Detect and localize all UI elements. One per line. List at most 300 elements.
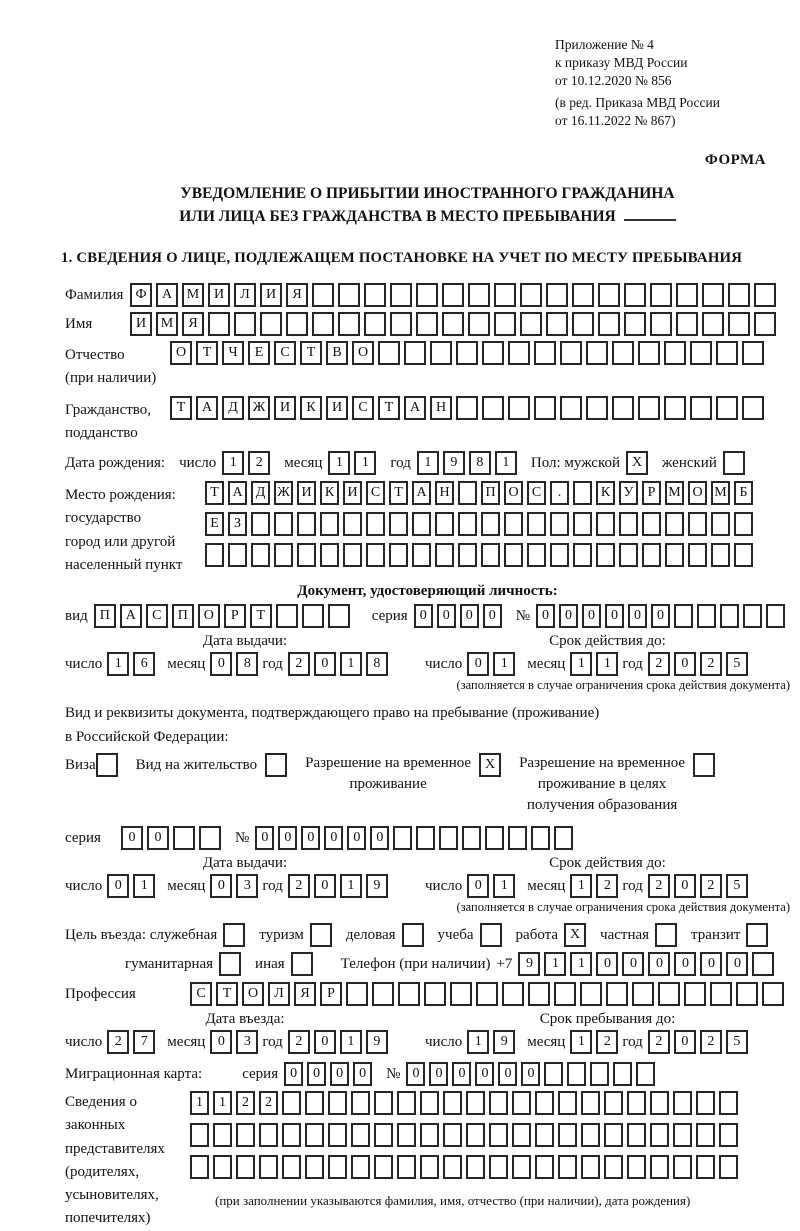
form-cell[interactable] <box>696 1123 715 1147</box>
form-cell[interactable]: А <box>120 604 142 628</box>
form-cell[interactable]: . <box>550 481 569 505</box>
form-cell[interactable] <box>364 283 386 307</box>
form-cell[interactable] <box>390 283 412 307</box>
form-cell[interactable] <box>619 543 638 567</box>
form-cell[interactable] <box>481 512 500 536</box>
form-cell[interactable]: Е <box>205 512 224 536</box>
form-cell[interactable]: Ж <box>274 481 293 505</box>
form-cell[interactable] <box>190 1123 209 1147</box>
form-cell[interactable] <box>762 982 784 1006</box>
form-cell[interactable]: Ч <box>222 341 244 365</box>
form-cell[interactable] <box>696 1155 715 1179</box>
form-cell[interactable] <box>402 923 424 947</box>
form-cell[interactable] <box>364 312 386 336</box>
form-cell[interactable] <box>420 1091 439 1115</box>
form-cell[interactable]: Д <box>251 481 270 505</box>
form-cell[interactable]: У <box>619 481 638 505</box>
form-cell[interactable]: 0 <box>210 1030 232 1054</box>
form-cell[interactable]: Т <box>389 481 408 505</box>
form-cell[interactable]: 0 <box>284 1062 303 1086</box>
form-cell[interactable] <box>508 396 530 420</box>
form-cell[interactable] <box>581 1091 600 1115</box>
form-cell[interactable]: О <box>352 341 374 365</box>
form-cell[interactable] <box>544 1062 563 1086</box>
form-cell[interactable]: С <box>274 341 296 365</box>
form-cell[interactable]: 3 <box>236 874 258 898</box>
form-cell[interactable] <box>719 1123 738 1147</box>
form-cell[interactable] <box>393 826 412 850</box>
form-cell[interactable]: Д <box>222 396 244 420</box>
form-cell[interactable] <box>374 1155 393 1179</box>
form-cell[interactable] <box>328 604 350 628</box>
form-cell[interactable]: 2 <box>259 1091 278 1115</box>
form-cell[interactable] <box>502 982 524 1006</box>
form-cell[interactable] <box>343 512 362 536</box>
form-cell[interactable]: 0 <box>314 1030 336 1054</box>
form-cell[interactable] <box>612 341 634 365</box>
form-cell[interactable] <box>554 826 573 850</box>
form-cell[interactable] <box>624 312 646 336</box>
form-cell[interactable]: 0 <box>414 604 433 628</box>
form-cell[interactable] <box>512 1123 531 1147</box>
form-cell[interactable]: О <box>504 481 523 505</box>
form-cell[interactable] <box>442 283 464 307</box>
form-cell[interactable]: Б <box>734 481 753 505</box>
form-cell[interactable]: О <box>242 982 264 1006</box>
form-cell[interactable] <box>328 1123 347 1147</box>
form-cell[interactable] <box>251 543 270 567</box>
form-cell[interactable] <box>259 1123 278 1147</box>
form-cell[interactable]: 5 <box>726 652 748 676</box>
form-cell[interactable] <box>259 1155 278 1179</box>
form-cell[interactable] <box>390 312 412 336</box>
form-cell[interactable]: 0 <box>651 604 670 628</box>
form-cell[interactable] <box>554 982 576 1006</box>
form-cell[interactable]: А <box>156 283 178 307</box>
form-cell[interactable] <box>534 396 556 420</box>
form-cell[interactable] <box>636 1062 655 1086</box>
form-cell[interactable]: К <box>320 481 339 505</box>
form-cell[interactable] <box>606 982 628 1006</box>
form-cell[interactable]: Я <box>286 283 308 307</box>
form-cell[interactable] <box>190 1155 209 1179</box>
form-cell[interactable]: С <box>527 481 546 505</box>
form-cell[interactable] <box>711 512 730 536</box>
form-cell[interactable]: 9 <box>518 952 540 976</box>
form-cell[interactable] <box>466 1123 485 1147</box>
form-cell[interactable]: 5 <box>726 874 748 898</box>
form-cell[interactable]: 1 <box>570 652 592 676</box>
form-cell[interactable] <box>302 604 324 628</box>
form-cell[interactable] <box>535 1123 554 1147</box>
form-cell[interactable] <box>676 283 698 307</box>
form-cell[interactable] <box>702 283 724 307</box>
form-cell[interactable]: Р <box>320 982 342 1006</box>
form-cell[interactable]: Я <box>294 982 316 1006</box>
form-cell[interactable]: 0 <box>521 1062 540 1086</box>
form-cell[interactable] <box>734 543 753 567</box>
form-cell[interactable]: 2 <box>288 652 310 676</box>
form-cell[interactable]: 0 <box>674 1030 696 1054</box>
form-cell[interactable] <box>366 543 385 567</box>
form-cell[interactable]: 1 <box>340 652 362 676</box>
form-cell[interactable]: 0 <box>467 652 489 676</box>
form-cell[interactable] <box>489 1155 508 1179</box>
form-cell[interactable]: 1 <box>222 451 244 475</box>
form-cell[interactable] <box>274 512 293 536</box>
form-cell[interactable]: 2 <box>248 451 270 475</box>
form-cell[interactable] <box>723 451 745 475</box>
form-cell[interactable] <box>627 1155 646 1179</box>
form-cell[interactable] <box>312 283 334 307</box>
form-cell[interactable] <box>604 1123 623 1147</box>
form-cell[interactable] <box>567 1062 586 1086</box>
form-cell[interactable] <box>476 982 498 1006</box>
form-cell[interactable] <box>550 512 569 536</box>
form-cell[interactable] <box>508 826 527 850</box>
form-cell[interactable]: 0 <box>622 952 644 976</box>
form-cell[interactable]: С <box>190 982 212 1006</box>
form-cell[interactable]: 0 <box>314 874 336 898</box>
form-cell[interactable] <box>746 923 768 947</box>
form-cell[interactable]: И <box>130 312 152 336</box>
form-cell[interactable]: 2 <box>596 1030 618 1054</box>
form-cell[interactable] <box>251 512 270 536</box>
form-cell[interactable] <box>604 1091 623 1115</box>
form-cell[interactable] <box>673 1155 692 1179</box>
form-cell[interactable] <box>573 543 592 567</box>
form-cell[interactable] <box>458 481 477 505</box>
form-cell[interactable] <box>482 341 504 365</box>
form-cell[interactable] <box>719 1155 738 1179</box>
form-cell[interactable]: 1 <box>493 652 515 676</box>
form-cell[interactable]: 1 <box>570 1030 592 1054</box>
form-cell[interactable] <box>468 283 490 307</box>
form-cell[interactable]: 0 <box>628 604 647 628</box>
form-cell[interactable]: О <box>198 604 220 628</box>
form-cell[interactable] <box>450 982 472 1006</box>
form-cell[interactable] <box>223 923 245 947</box>
form-cell[interactable]: 0 <box>674 652 696 676</box>
form-cell[interactable]: 0 <box>278 826 297 850</box>
form-cell[interactable] <box>590 1062 609 1086</box>
form-cell[interactable] <box>728 283 750 307</box>
form-cell[interactable]: 7 <box>133 1030 155 1054</box>
form-cell[interactable] <box>276 604 298 628</box>
form-cell[interactable]: 0 <box>674 952 696 976</box>
form-cell[interactable] <box>674 604 693 628</box>
form-cell[interactable] <box>397 1091 416 1115</box>
form-cell[interactable] <box>420 1155 439 1179</box>
form-cell[interactable] <box>596 543 615 567</box>
form-cell[interactable] <box>711 543 730 567</box>
form-cell[interactable] <box>404 341 426 365</box>
form-cell[interactable] <box>598 312 620 336</box>
form-cell[interactable] <box>658 982 680 1006</box>
form-cell[interactable] <box>650 312 672 336</box>
form-cell[interactable] <box>282 1091 301 1115</box>
form-cell[interactable] <box>468 312 490 336</box>
form-cell[interactable] <box>612 396 634 420</box>
form-cell[interactable] <box>690 341 712 365</box>
form-cell[interactable] <box>527 543 546 567</box>
form-cell[interactable] <box>742 341 764 365</box>
form-cell[interactable] <box>351 1091 370 1115</box>
form-cell[interactable]: 0 <box>324 826 343 850</box>
form-cell[interactable] <box>274 543 293 567</box>
form-cell[interactable] <box>598 283 620 307</box>
form-cell[interactable] <box>650 283 672 307</box>
form-cell[interactable]: М <box>156 312 178 336</box>
form-cell[interactable] <box>535 1091 554 1115</box>
form-cell[interactable]: 1 <box>570 952 592 976</box>
form-cell[interactable]: 1 <box>190 1091 209 1115</box>
form-cell[interactable]: 8 <box>236 652 258 676</box>
form-cell[interactable] <box>638 341 660 365</box>
form-cell[interactable] <box>482 396 504 420</box>
form-cell[interactable] <box>734 512 753 536</box>
form-cell[interactable]: 0 <box>255 826 274 850</box>
form-cell[interactable]: 0 <box>121 826 143 850</box>
form-cell[interactable] <box>466 1155 485 1179</box>
form-cell[interactable]: 0 <box>210 874 232 898</box>
form-cell[interactable] <box>320 543 339 567</box>
form-cell[interactable]: 0 <box>370 826 389 850</box>
form-cell[interactable]: 0 <box>483 604 502 628</box>
form-cell[interactable] <box>481 543 500 567</box>
form-cell[interactable] <box>512 1155 531 1179</box>
form-cell[interactable]: 1 <box>328 451 350 475</box>
form-cell[interactable] <box>443 1091 462 1115</box>
form-cell[interactable]: 0 <box>210 652 232 676</box>
form-cell[interactable] <box>710 982 732 1006</box>
form-cell[interactable]: М <box>182 283 204 307</box>
form-cell[interactable] <box>676 312 698 336</box>
form-cell[interactable]: 0 <box>406 1062 425 1086</box>
form-cell[interactable] <box>312 312 334 336</box>
form-cell[interactable]: Н <box>430 396 452 420</box>
form-cell[interactable] <box>291 952 313 976</box>
form-cell[interactable] <box>443 1123 462 1147</box>
form-cell[interactable]: Ж <box>248 396 270 420</box>
form-cell[interactable] <box>596 512 615 536</box>
form-cell[interactable]: 0 <box>460 604 479 628</box>
form-cell[interactable] <box>228 543 247 567</box>
form-cell[interactable]: Л <box>234 283 256 307</box>
form-cell[interactable] <box>416 826 435 850</box>
form-cell[interactable] <box>619 512 638 536</box>
form-cell[interactable]: В <box>326 341 348 365</box>
form-cell[interactable]: 1 <box>544 952 566 976</box>
form-cell[interactable]: 0 <box>147 826 169 850</box>
form-cell[interactable]: 1 <box>495 451 517 475</box>
form-cell[interactable] <box>531 826 550 850</box>
form-cell[interactable] <box>236 1123 255 1147</box>
form-cell[interactable] <box>199 826 221 850</box>
form-cell[interactable] <box>504 512 523 536</box>
form-cell[interactable] <box>504 543 523 567</box>
form-cell[interactable]: Я <box>182 312 204 336</box>
form-cell[interactable] <box>693 753 715 777</box>
form-cell[interactable]: И <box>260 283 282 307</box>
form-cell[interactable] <box>684 982 706 1006</box>
form-cell[interactable] <box>416 312 438 336</box>
form-cell[interactable]: 0 <box>648 952 670 976</box>
form-cell[interactable] <box>638 396 660 420</box>
form-cell[interactable]: 5 <box>726 1030 748 1054</box>
form-cell[interactable] <box>719 1091 738 1115</box>
form-cell[interactable] <box>673 1091 692 1115</box>
form-cell[interactable] <box>297 512 316 536</box>
form-cell[interactable] <box>213 1155 232 1179</box>
form-cell[interactable] <box>389 512 408 536</box>
form-cell[interactable]: 0 <box>674 874 696 898</box>
form-cell[interactable] <box>558 1123 577 1147</box>
form-cell[interactable] <box>716 396 738 420</box>
form-cell[interactable]: С <box>352 396 374 420</box>
form-cell[interactable] <box>398 982 420 1006</box>
form-cell[interactable]: 9 <box>443 451 465 475</box>
form-cell[interactable] <box>489 1091 508 1115</box>
form-cell[interactable] <box>697 604 716 628</box>
form-cell[interactable]: 1 <box>493 874 515 898</box>
form-cell[interactable]: Т <box>196 341 218 365</box>
form-cell[interactable] <box>374 1123 393 1147</box>
form-cell[interactable]: И <box>274 396 296 420</box>
form-cell[interactable] <box>613 1062 632 1086</box>
form-cell[interactable]: 1 <box>340 1030 362 1054</box>
form-cell[interactable] <box>494 283 516 307</box>
form-cell[interactable]: С <box>146 604 168 628</box>
form-cell[interactable]: 0 <box>700 952 722 976</box>
form-cell[interactable] <box>96 753 118 777</box>
form-cell[interactable] <box>688 512 707 536</box>
form-cell[interactable] <box>650 1123 669 1147</box>
form-cell[interactable]: X <box>564 923 586 947</box>
form-cell[interactable] <box>665 512 684 536</box>
form-cell[interactable]: К <box>300 396 322 420</box>
form-cell[interactable] <box>328 1155 347 1179</box>
form-cell[interactable] <box>546 312 568 336</box>
form-cell[interactable]: Т <box>216 982 238 1006</box>
form-cell[interactable] <box>586 396 608 420</box>
form-cell[interactable] <box>282 1155 301 1179</box>
form-cell[interactable]: П <box>481 481 500 505</box>
form-cell[interactable] <box>716 341 738 365</box>
form-cell[interactable]: 8 <box>366 652 388 676</box>
form-cell[interactable] <box>397 1123 416 1147</box>
form-cell[interactable] <box>604 1155 623 1179</box>
form-cell[interactable] <box>397 1155 416 1179</box>
form-cell[interactable]: М <box>711 481 730 505</box>
form-cell[interactable] <box>528 982 550 1006</box>
form-cell[interactable]: 0 <box>452 1062 471 1086</box>
form-cell[interactable]: 0 <box>330 1062 349 1086</box>
form-cell[interactable] <box>728 312 750 336</box>
form-cell[interactable]: 1 <box>213 1091 232 1115</box>
form-cell[interactable]: Т <box>300 341 322 365</box>
form-cell[interactable] <box>310 923 332 947</box>
form-cell[interactable] <box>208 312 230 336</box>
form-cell[interactable] <box>442 312 464 336</box>
form-cell[interactable]: 1 <box>133 874 155 898</box>
form-cell[interactable]: О <box>688 481 707 505</box>
form-cell[interactable]: 2 <box>648 874 670 898</box>
form-cell[interactable] <box>351 1155 370 1179</box>
form-cell[interactable] <box>389 543 408 567</box>
form-cell[interactable] <box>260 312 282 336</box>
form-cell[interactable] <box>546 283 568 307</box>
form-cell[interactable] <box>466 1091 485 1115</box>
form-cell[interactable] <box>458 512 477 536</box>
form-cell[interactable] <box>580 982 602 1006</box>
form-cell[interactable] <box>673 1123 692 1147</box>
form-cell[interactable] <box>586 341 608 365</box>
form-cell[interactable] <box>372 982 394 1006</box>
form-cell[interactable] <box>743 604 762 628</box>
form-cell[interactable] <box>338 283 360 307</box>
form-cell[interactable] <box>265 753 287 777</box>
form-cell[interactable] <box>742 396 764 420</box>
form-cell[interactable] <box>650 1091 669 1115</box>
form-cell[interactable] <box>572 283 594 307</box>
form-cell[interactable] <box>456 396 478 420</box>
form-cell[interactable] <box>343 543 362 567</box>
form-cell[interactable]: А <box>404 396 426 420</box>
form-cell[interactable]: 2 <box>700 652 722 676</box>
form-cell[interactable]: 0 <box>437 604 456 628</box>
form-cell[interactable] <box>627 1123 646 1147</box>
form-cell[interactable]: Т <box>250 604 272 628</box>
form-cell[interactable] <box>412 512 431 536</box>
form-cell[interactable] <box>439 826 458 850</box>
form-cell[interactable]: 0 <box>301 826 320 850</box>
form-cell[interactable] <box>624 283 646 307</box>
form-cell[interactable]: 2 <box>236 1091 255 1115</box>
form-cell[interactable] <box>560 396 582 420</box>
form-cell[interactable]: 1 <box>354 451 376 475</box>
form-cell[interactable] <box>462 826 481 850</box>
form-cell[interactable]: 9 <box>493 1030 515 1054</box>
form-cell[interactable] <box>234 312 256 336</box>
form-cell[interactable] <box>560 341 582 365</box>
form-cell[interactable] <box>665 543 684 567</box>
form-cell[interactable]: П <box>94 604 116 628</box>
form-cell[interactable] <box>752 952 774 976</box>
form-cell[interactable] <box>642 512 661 536</box>
form-cell[interactable]: 2 <box>648 1030 670 1054</box>
form-cell[interactable]: 6 <box>133 652 155 676</box>
form-cell[interactable]: 0 <box>559 604 578 628</box>
form-cell[interactable]: 1 <box>467 1030 489 1054</box>
form-cell[interactable] <box>720 604 739 628</box>
form-cell[interactable]: А <box>412 481 431 505</box>
form-cell[interactable] <box>374 1091 393 1115</box>
form-cell[interactable]: 9 <box>366 1030 388 1054</box>
form-cell[interactable]: 2 <box>288 1030 310 1054</box>
form-cell[interactable] <box>286 312 308 336</box>
form-cell[interactable] <box>489 1123 508 1147</box>
form-cell[interactable] <box>485 826 504 850</box>
form-cell[interactable]: 1 <box>107 652 129 676</box>
form-cell[interactable]: И <box>297 481 316 505</box>
form-cell[interactable] <box>494 312 516 336</box>
form-cell[interactable]: 9 <box>366 874 388 898</box>
form-cell[interactable] <box>297 543 316 567</box>
form-cell[interactable] <box>702 312 724 336</box>
form-cell[interactable]: 3 <box>236 1030 258 1054</box>
form-cell[interactable] <box>173 826 195 850</box>
